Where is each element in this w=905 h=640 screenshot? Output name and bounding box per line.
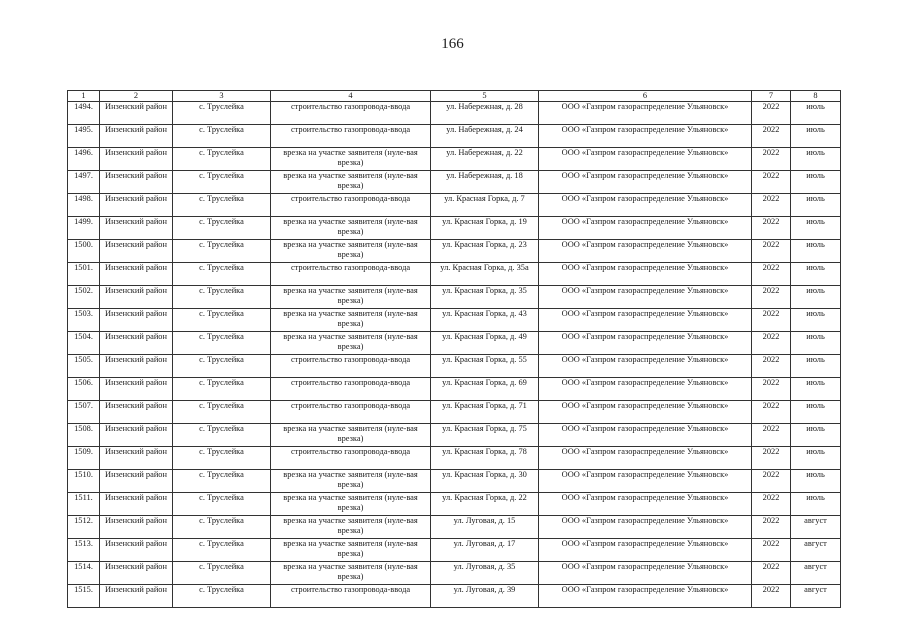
table-row — [68, 539, 841, 562]
organization-cell: ООО «Газпром газораспределение Ульяновск» — [539, 332, 752, 355]
month-cell: июль — [791, 309, 841, 332]
work-type-cell: врезка на участке заявителя (нуле-вая врезка) — [271, 171, 431, 194]
address-cell: ул. Набережная, д. 18 — [431, 171, 539, 194]
row-number-cell: 1499. — [68, 217, 100, 240]
row-number-cell: 1512. — [68, 516, 100, 539]
table-row — [68, 125, 841, 148]
year-cell: 2022 — [752, 286, 791, 309]
work-type-cell: врезка на участке заявителя (нуле-вая врезка) — [271, 539, 431, 562]
year-cell: 2022 — [752, 194, 791, 217]
year-cell: 2022 — [752, 240, 791, 263]
district-cell: Инзенский район — [100, 585, 173, 608]
year-cell: 2022 — [752, 263, 791, 286]
year-cell: 2022 — [752, 447, 791, 470]
organization-cell: ООО «Газпром газораспределение Ульяновск» — [539, 424, 752, 447]
year-cell: 2022 — [752, 102, 791, 125]
month-cell: июль — [791, 447, 841, 470]
organization-cell: ООО «Газпром газораспределение Ульяновск» — [539, 286, 752, 309]
row-number-cell: 1509. — [68, 447, 100, 470]
settlement-cell: с. Труслейка — [173, 447, 271, 470]
column-header: 5 — [431, 91, 539, 102]
table-row — [68, 194, 841, 217]
district-cell: Инзенский район — [100, 539, 173, 562]
row-number-cell: 1500. — [68, 240, 100, 263]
year-cell: 2022 — [752, 401, 791, 424]
work-type-cell: строительство газопровода-ввода — [271, 585, 431, 608]
address-cell: ул. Набережная, д. 28 — [431, 102, 539, 125]
organization-cell: ООО «Газпром газораспределение Ульяновск» — [539, 171, 752, 194]
address-cell: ул. Красная Горка, д. 23 — [431, 240, 539, 263]
year-cell: 2022 — [752, 309, 791, 332]
table-row — [68, 217, 841, 240]
district-cell: Инзенский район — [100, 240, 173, 263]
organization-cell: ООО «Газпром газораспределение Ульяновск» — [539, 539, 752, 562]
work-type-cell: строительство газопровода-ввода — [271, 378, 431, 401]
month-cell: июль — [791, 424, 841, 447]
district-cell: Инзенский район — [100, 332, 173, 355]
column-header: 3 — [173, 91, 271, 102]
table-row — [68, 378, 841, 401]
month-cell: август — [791, 562, 841, 585]
work-type-cell: врезка на участке заявителя (нуле-вая врезка) — [271, 332, 431, 355]
year-cell: 2022 — [752, 125, 791, 148]
table-row — [68, 493, 841, 516]
organization-cell: ООО «Газпром газораспределение Ульяновск» — [539, 102, 752, 125]
district-cell: Инзенский район — [100, 125, 173, 148]
district-cell: Инзенский район — [100, 309, 173, 332]
table-row — [68, 102, 841, 125]
year-cell: 2022 — [752, 562, 791, 585]
year-cell: 2022 — [752, 378, 791, 401]
row-number-cell: 1502. — [68, 286, 100, 309]
organization-cell: ООО «Газпром газораспределение Ульяновск» — [539, 263, 752, 286]
district-cell: Инзенский район — [100, 493, 173, 516]
district-cell: Инзенский район — [100, 401, 173, 424]
table-row — [68, 263, 841, 286]
column-header: 2 — [100, 91, 173, 102]
table-body — [68, 102, 841, 608]
row-number-cell: 1513. — [68, 539, 100, 562]
year-cell: 2022 — [752, 424, 791, 447]
district-cell: Инзенский район — [100, 470, 173, 493]
month-cell: июль — [791, 125, 841, 148]
district-cell: Инзенский район — [100, 217, 173, 240]
settlement-cell: с. Труслейка — [173, 194, 271, 217]
organization-cell: ООО «Газпром газораспределение Ульяновск» — [539, 562, 752, 585]
year-cell: 2022 — [752, 539, 791, 562]
row-number-cell: 1510. — [68, 470, 100, 493]
month-cell: июль — [791, 102, 841, 125]
district-cell: Инзенский район — [100, 263, 173, 286]
district-cell: Инзенский район — [100, 171, 173, 194]
year-cell: 2022 — [752, 493, 791, 516]
month-cell: июль — [791, 470, 841, 493]
year-cell: 2022 — [752, 332, 791, 355]
table-row — [68, 562, 841, 585]
address-cell: ул. Красная Горка, д. 55 — [431, 355, 539, 378]
settlement-cell: с. Труслейка — [173, 493, 271, 516]
month-cell: июль — [791, 332, 841, 355]
address-cell: ул. Красная Горка, д. 43 — [431, 309, 539, 332]
settlement-cell: с. Труслейка — [173, 332, 271, 355]
district-cell: Инзенский район — [100, 424, 173, 447]
table-row — [68, 171, 841, 194]
month-cell: июль — [791, 148, 841, 171]
settlement-cell: с. Труслейка — [173, 171, 271, 194]
district-cell: Инзенский район — [100, 194, 173, 217]
row-number-cell: 1498. — [68, 194, 100, 217]
settlement-cell: с. Труслейка — [173, 125, 271, 148]
table-row — [68, 424, 841, 447]
organization-cell: ООО «Газпром газораспределение Ульяновск» — [539, 493, 752, 516]
address-cell: ул. Красная Горка, д. 78 — [431, 447, 539, 470]
month-cell: июль — [791, 378, 841, 401]
table-row — [68, 447, 841, 470]
month-cell: август — [791, 585, 841, 608]
address-cell: ул. Луговая, д. 15 — [431, 516, 539, 539]
settlement-cell: с. Труслейка — [173, 470, 271, 493]
work-type-cell: строительство газопровода-ввода — [271, 194, 431, 217]
row-number-cell: 1495. — [68, 125, 100, 148]
work-type-cell: врезка на участке заявителя (нуле-вая врезка) — [271, 470, 431, 493]
month-cell: июль — [791, 355, 841, 378]
organization-cell: ООО «Газпром газораспределение Ульяновск» — [539, 516, 752, 539]
month-cell: июль — [791, 401, 841, 424]
row-number-cell: 1501. — [68, 263, 100, 286]
month-cell: июль — [791, 493, 841, 516]
year-cell: 2022 — [752, 217, 791, 240]
settlement-cell: с. Труслейка — [173, 401, 271, 424]
year-cell: 2022 — [752, 585, 791, 608]
table-row — [68, 332, 841, 355]
month-cell: июль — [791, 286, 841, 309]
settlement-cell: с. Труслейка — [173, 585, 271, 608]
work-type-cell: строительство газопровода-ввода — [271, 447, 431, 470]
work-type-cell: врезка на участке заявителя (нуле-вая врезка) — [271, 286, 431, 309]
settlement-cell: с. Труслейка — [173, 263, 271, 286]
settlement-cell: с. Труслейка — [173, 516, 271, 539]
month-cell: июль — [791, 240, 841, 263]
settlement-cell: с. Труслейка — [173, 217, 271, 240]
work-type-cell: строительство газопровода-ввода — [271, 125, 431, 148]
year-cell: 2022 — [752, 355, 791, 378]
row-number-cell: 1506. — [68, 378, 100, 401]
year-cell: 2022 — [752, 171, 791, 194]
district-cell: Инзенский район — [100, 378, 173, 401]
row-number-cell: 1494. — [68, 102, 100, 125]
column-number-row — [68, 91, 841, 102]
address-cell: ул. Красная Горка, д. 75 — [431, 424, 539, 447]
registry-table — [67, 90, 841, 608]
settlement-cell: с. Труслейка — [173, 148, 271, 171]
month-cell: июль — [791, 194, 841, 217]
address-cell: ул. Красная Горка, д. 49 — [431, 332, 539, 355]
organization-cell: ООО «Газпром газораспределение Ульяновск» — [539, 240, 752, 263]
work-type-cell: врезка на участке заявителя (нуле-вая врезка) — [271, 424, 431, 447]
address-cell: ул. Набережная, д. 24 — [431, 125, 539, 148]
organization-cell: ООО «Газпром газораспределение Ульяновск» — [539, 148, 752, 171]
month-cell: август — [791, 516, 841, 539]
organization-cell: ООО «Газпром газораспределение Ульяновск» — [539, 355, 752, 378]
work-type-cell: врезка на участке заявителя (нуле-вая врезка) — [271, 240, 431, 263]
work-type-cell: врезка на участке заявителя (нуле-вая врезка) — [271, 493, 431, 516]
settlement-cell: с. Труслейка — [173, 286, 271, 309]
address-cell: ул. Красная Горка, д. 30 — [431, 470, 539, 493]
table-row — [68, 355, 841, 378]
address-cell: ул. Красная Горка, д. 35а — [431, 263, 539, 286]
row-number-cell: 1504. — [68, 332, 100, 355]
row-number-cell: 1508. — [68, 424, 100, 447]
settlement-cell: с. Труслейка — [173, 102, 271, 125]
district-cell: Инзенский район — [100, 516, 173, 539]
column-header: 7 — [752, 91, 791, 102]
table-row — [68, 240, 841, 263]
organization-cell: ООО «Газпром газораспределение Ульяновск» — [539, 585, 752, 608]
settlement-cell: с. Труслейка — [173, 424, 271, 447]
address-cell: ул. Луговая, д. 39 — [431, 585, 539, 608]
month-cell: август — [791, 539, 841, 562]
table-row — [68, 516, 841, 539]
year-cell: 2022 — [752, 516, 791, 539]
settlement-cell: с. Труслейка — [173, 240, 271, 263]
table-row — [68, 470, 841, 493]
row-number-cell: 1503. — [68, 309, 100, 332]
work-type-cell: врезка на участке заявителя (нуле-вая врезка) — [271, 309, 431, 332]
settlement-cell: с. Труслейка — [173, 378, 271, 401]
column-header: 4 — [271, 91, 431, 102]
settlement-cell: с. Труслейка — [173, 539, 271, 562]
district-cell: Инзенский район — [100, 447, 173, 470]
table-row — [68, 309, 841, 332]
month-cell: июль — [791, 171, 841, 194]
row-number-cell: 1514. — [68, 562, 100, 585]
address-cell: ул. Красная Горка, д. 19 — [431, 217, 539, 240]
work-type-cell: строительство газопровода-ввода — [271, 401, 431, 424]
district-cell: Инзенский район — [100, 102, 173, 125]
work-type-cell: строительство газопровода-ввода — [271, 263, 431, 286]
column-header: 8 — [791, 91, 841, 102]
settlement-cell: с. Труслейка — [173, 562, 271, 585]
row-number-cell: 1511. — [68, 493, 100, 516]
district-cell: Инзенский район — [100, 286, 173, 309]
month-cell: июль — [791, 263, 841, 286]
settlement-cell: с. Труслейка — [173, 355, 271, 378]
address-cell: ул. Красная Горка, д. 35 — [431, 286, 539, 309]
address-cell: ул. Красная Горка, д. 7 — [431, 194, 539, 217]
year-cell: 2022 — [752, 148, 791, 171]
address-cell: ул. Набережная, д. 22 — [431, 148, 539, 171]
row-number-cell: 1507. — [68, 401, 100, 424]
address-cell: ул. Красная Горка, д. 71 — [431, 401, 539, 424]
month-cell: июль — [791, 217, 841, 240]
organization-cell: ООО «Газпром газораспределение Ульяновск» — [539, 125, 752, 148]
work-type-cell: строительство газопровода-ввода — [271, 355, 431, 378]
year-cell: 2022 — [752, 470, 791, 493]
address-cell: ул. Луговая, д. 35 — [431, 562, 539, 585]
organization-cell: ООО «Газпром газораспределение Ульяновск» — [539, 470, 752, 493]
column-header: 1 — [68, 91, 100, 102]
address-cell: ул. Луговая, д. 17 — [431, 539, 539, 562]
table-row — [68, 148, 841, 171]
organization-cell: ООО «Газпром газораспределение Ульяновск» — [539, 378, 752, 401]
work-type-cell: врезка на участке заявителя (нуле-вая врезка) — [271, 516, 431, 539]
work-type-cell: врезка на участке заявителя (нуле-вая врезка) — [271, 217, 431, 240]
organization-cell: ООО «Газпром газораспределение Ульяновск» — [539, 401, 752, 424]
district-cell: Инзенский район — [100, 148, 173, 171]
page-number: 166 — [441, 36, 464, 52]
address-cell: ул. Красная Горка, д. 69 — [431, 378, 539, 401]
row-number-cell: 1496. — [68, 148, 100, 171]
table-row — [68, 401, 841, 424]
work-type-cell: строительство газопровода-ввода — [271, 102, 431, 125]
table-row — [68, 286, 841, 309]
address-cell: ул. Красная Горка, д. 22 — [431, 493, 539, 516]
table-row — [68, 585, 841, 608]
row-number-cell: 1515. — [68, 585, 100, 608]
district-cell: Инзенский район — [100, 562, 173, 585]
work-type-cell: врезка на участке заявителя (нуле-вая врезка) — [271, 562, 431, 585]
district-cell: Инзенский район — [100, 355, 173, 378]
organization-cell: ООО «Газпром газораспределение Ульяновск» — [539, 309, 752, 332]
settlement-cell: с. Труслейка — [173, 309, 271, 332]
column-header: 6 — [539, 91, 752, 102]
organization-cell: ООО «Газпром газораспределение Ульяновск» — [539, 194, 752, 217]
row-number-cell: 1497. — [68, 171, 100, 194]
work-type-cell: врезка на участке заявителя (нуле-вая врезка) — [271, 148, 431, 171]
organization-cell: ООО «Газпром газораспределение Ульяновск» — [539, 447, 752, 470]
organization-cell: ООО «Газпром газораспределение Ульяновск» — [539, 217, 752, 240]
row-number-cell: 1505. — [68, 355, 100, 378]
